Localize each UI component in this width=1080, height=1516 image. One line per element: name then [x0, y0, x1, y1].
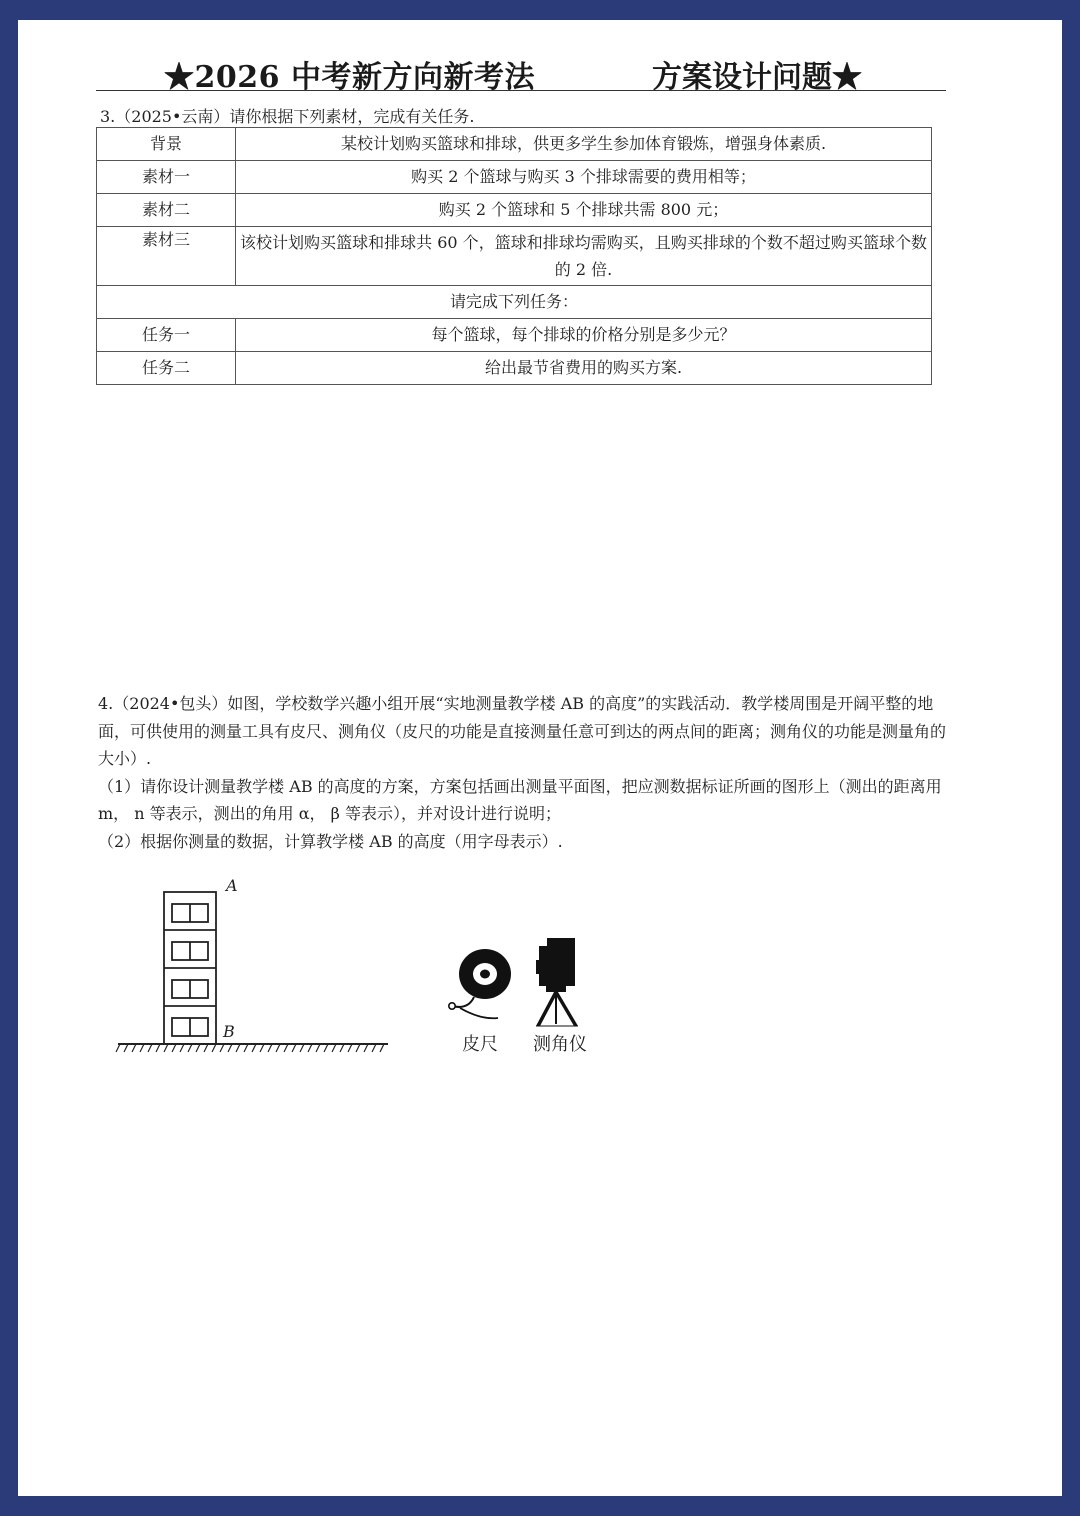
- row-content: 给出最节省费用的购买方案.: [236, 352, 932, 385]
- row-content: 某校计划购买篮球和排球，供更多学生参加体育锻炼，增强身体素质.: [236, 128, 932, 161]
- question-4: [98, 690, 948, 855]
- page-header: [96, 52, 946, 95]
- theodolite-caption: 测角仪: [533, 1034, 587, 1055]
- table-row: [97, 128, 932, 161]
- row-content: 购买 2 个篮球与购买 3 个排球需要的费用相等；: [236, 161, 932, 194]
- row-label: 任务一: [97, 319, 236, 352]
- tape-measure-caption: 皮尺: [462, 1034, 498, 1055]
- table-row: [97, 161, 932, 194]
- table-row: [97, 227, 932, 286]
- theodolite-icon: [536, 938, 578, 1026]
- header-title-right: 方案设计问题★: [652, 60, 862, 95]
- question-3-intro: 3.（2025•云南）请你根据下列素材，完成有关任务.: [100, 107, 475, 126]
- point-a-label: A: [226, 876, 238, 895]
- row-content: 每个篮球，每个排球的价格分别是多少元？: [236, 319, 932, 352]
- table-row: [97, 286, 932, 319]
- table-row: [97, 194, 932, 227]
- table-row: [97, 352, 932, 385]
- point-b-label: B: [223, 1022, 235, 1041]
- table-row: [97, 319, 932, 352]
- header-title-left: ★2026 中考新方向新考法: [164, 60, 535, 95]
- row-label: 任务二: [97, 352, 236, 385]
- ground-line: [116, 1044, 388, 1052]
- building-icon: [164, 892, 216, 1044]
- measurement-figure: [96, 858, 616, 1062]
- tape-measure-icon: [449, 949, 511, 1018]
- row-content: 购买 2 个篮球和 5 个排球共需 800 元；: [236, 194, 932, 227]
- question-4-part-1: （1）请你设计测量教学楼 AB 的高度的方案，方案包括画出测量平面图，把应测数据标证所画的图形上（测出的距离用 m， n 等表示，测出的角用 α， β 等表示），并对设计进行说明；: [98, 776, 942, 823]
- row-label: 素材一: [97, 161, 236, 194]
- row-label: 背景: [97, 128, 236, 161]
- figure-drawing: [96, 858, 616, 1058]
- row-content: 该校计划购买篮球和排球共 60 个，篮球和排球均需购买，且购买排球的个数不超过购买篮球个数的 2 倍.: [236, 227, 932, 286]
- row-label: 素材二: [97, 194, 236, 227]
- question-3-table: [96, 127, 932, 385]
- question-4-part-2: （2）根据你测量的数据，计算教学楼 AB 的高度（用字母表示）.: [98, 831, 563, 851]
- row-label: 素材三: [97, 227, 236, 286]
- question-4-stem: 4.（2024•包头）如图，学校数学兴趣小组开展“实地测量教学楼 AB 的高度”的实践活动．教学楼周围是开阔平整的地面，可供使用的测量工具有皮尺、测角仪（皮尺的功能是直接测量任意可到达的两点间的距离；测角仪的功能是测量角的大小）.: [98, 694, 947, 768]
- task-header: 请完成下列任务：: [97, 286, 932, 319]
